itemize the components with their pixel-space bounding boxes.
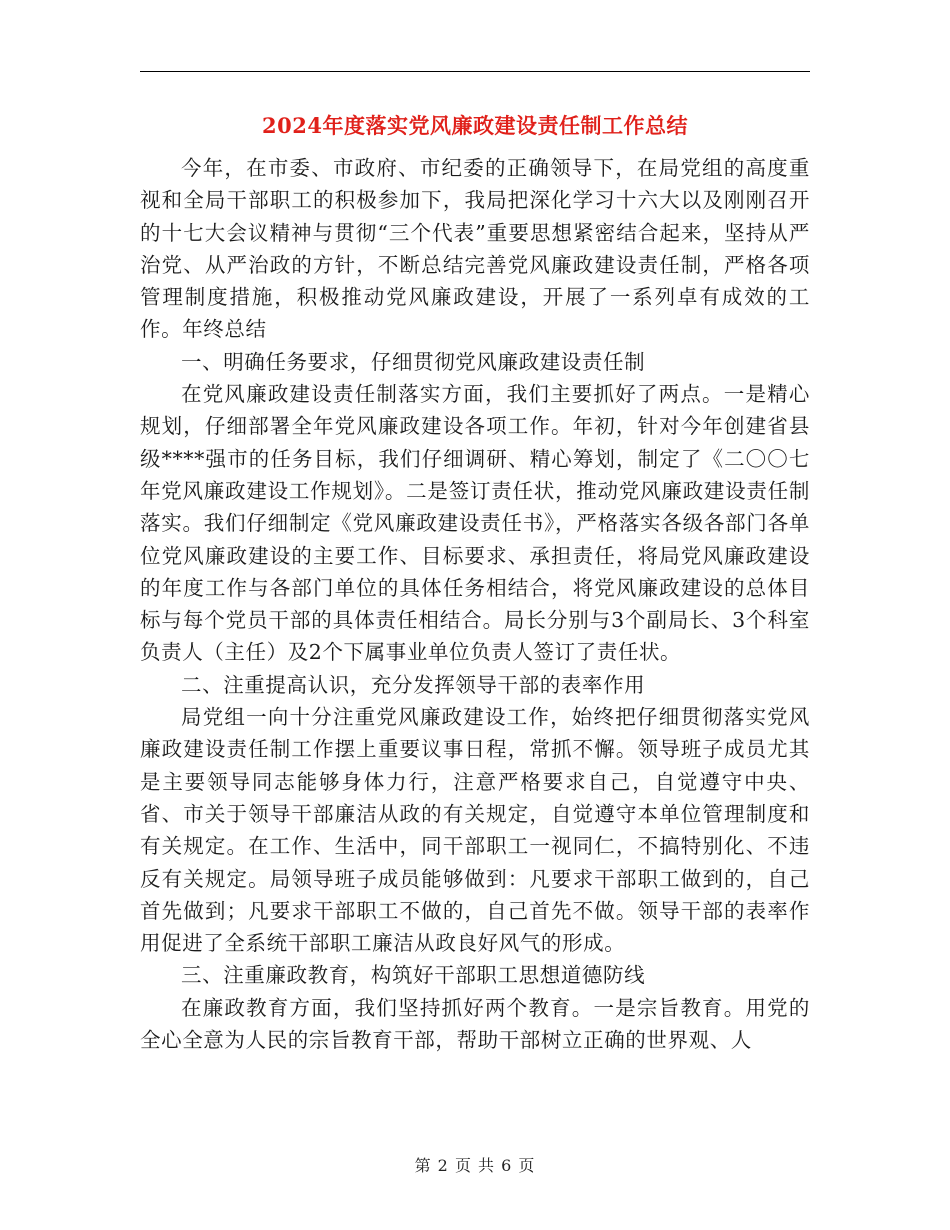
- paragraph-section-2: 局党组一向十分注重党风廉政建设工作，始终把仔细贯彻落实党风廉政建设责任制工作摆上重要议事日程，常抓不懈。领导班子成员尤其是主要领导同志能够身体力行，注意严格要求自己，自觉遵守中央、省、市关于领导干部廉洁从政的有关规定，自觉遵守本单位管理制度和有关规定。在工作、生活中，同干部职工一视同仁，不搞特别化、不违反有关规定。局领导班子成员能够做到：凡要求干部职工做到的，自己首先做到；凡要求干部职工不做的，自己首先不做。领导干部的表率作用促进了全系统干部职工廉洁从政良好风气的形成。: [140, 705, 810, 956]
- section-heading-1: 一、明确任务要求，仔细贯彻党风廉政建设责任制: [181, 349, 646, 374]
- document-title: 2024年度落实党风廉政建设责任制工作总结: [262, 113, 688, 138]
- paragraph-section-1: 在党风廉政建设责任制落实方面，我们主要抓好了两点。一是精心规划，仔细部署全年党风廉政建设各项工作。年初，针对今年创建省县级****强市的任务目标，我们仔细调研、精心筹划，制定了《二〇〇七年党风廉政建设工作规划》。二是签订责任状，推动党风廉政建设责任制落实。我们仔细制定《党风廉政建设责任书》，严格落实各级各部门各单位党风廉政建设的主要工作、目标要求、承担责任，将局党风廉政建设的年度工作与各部门单位的具体任务相结合，将党风廉政建设的总体目标与每个党员干部的具体责任相结合。局长分别与3个副局长、3个科室负责人（主任）及2个下属事业单位负责人签订了责任状。: [140, 382, 810, 665]
- section-heading-3: 三、注重廉政教育，构筑好干部职工思想道德防线: [181, 963, 646, 988]
- document-body: [140, 152, 810, 1056]
- section-heading-2: 二、注重提高认识，充分发挥领导干部的表率作用: [181, 672, 646, 697]
- paragraph-section-3: 在廉政教育方面，我们坚持抓好两个教育。一是宗旨教育。用党的全心全意为人民的宗旨教育干部，帮助干部树立正确的世界观、人: [140, 995, 810, 1053]
- header-rule: [140, 71, 810, 72]
- page-footer: 第 2 页 共 6 页: [414, 1156, 536, 1175]
- paragraph-intro: 今年，在市委、市政府、市纪委的正确领导下，在局党组的高度重视和全局干部职工的积极参加下，我局把深化学习十六大以及刚刚召开的十七大会议精神与贯彻“三个代表”重要思想紧密结合起来，坚持从严治党、从严治政的方针，不断总结完善党风廉政建设责任制，严格各项管理制度措施，积极推动党风廉政建设，开展了一系列卓有成效的工作。年终总结: [140, 156, 810, 342]
